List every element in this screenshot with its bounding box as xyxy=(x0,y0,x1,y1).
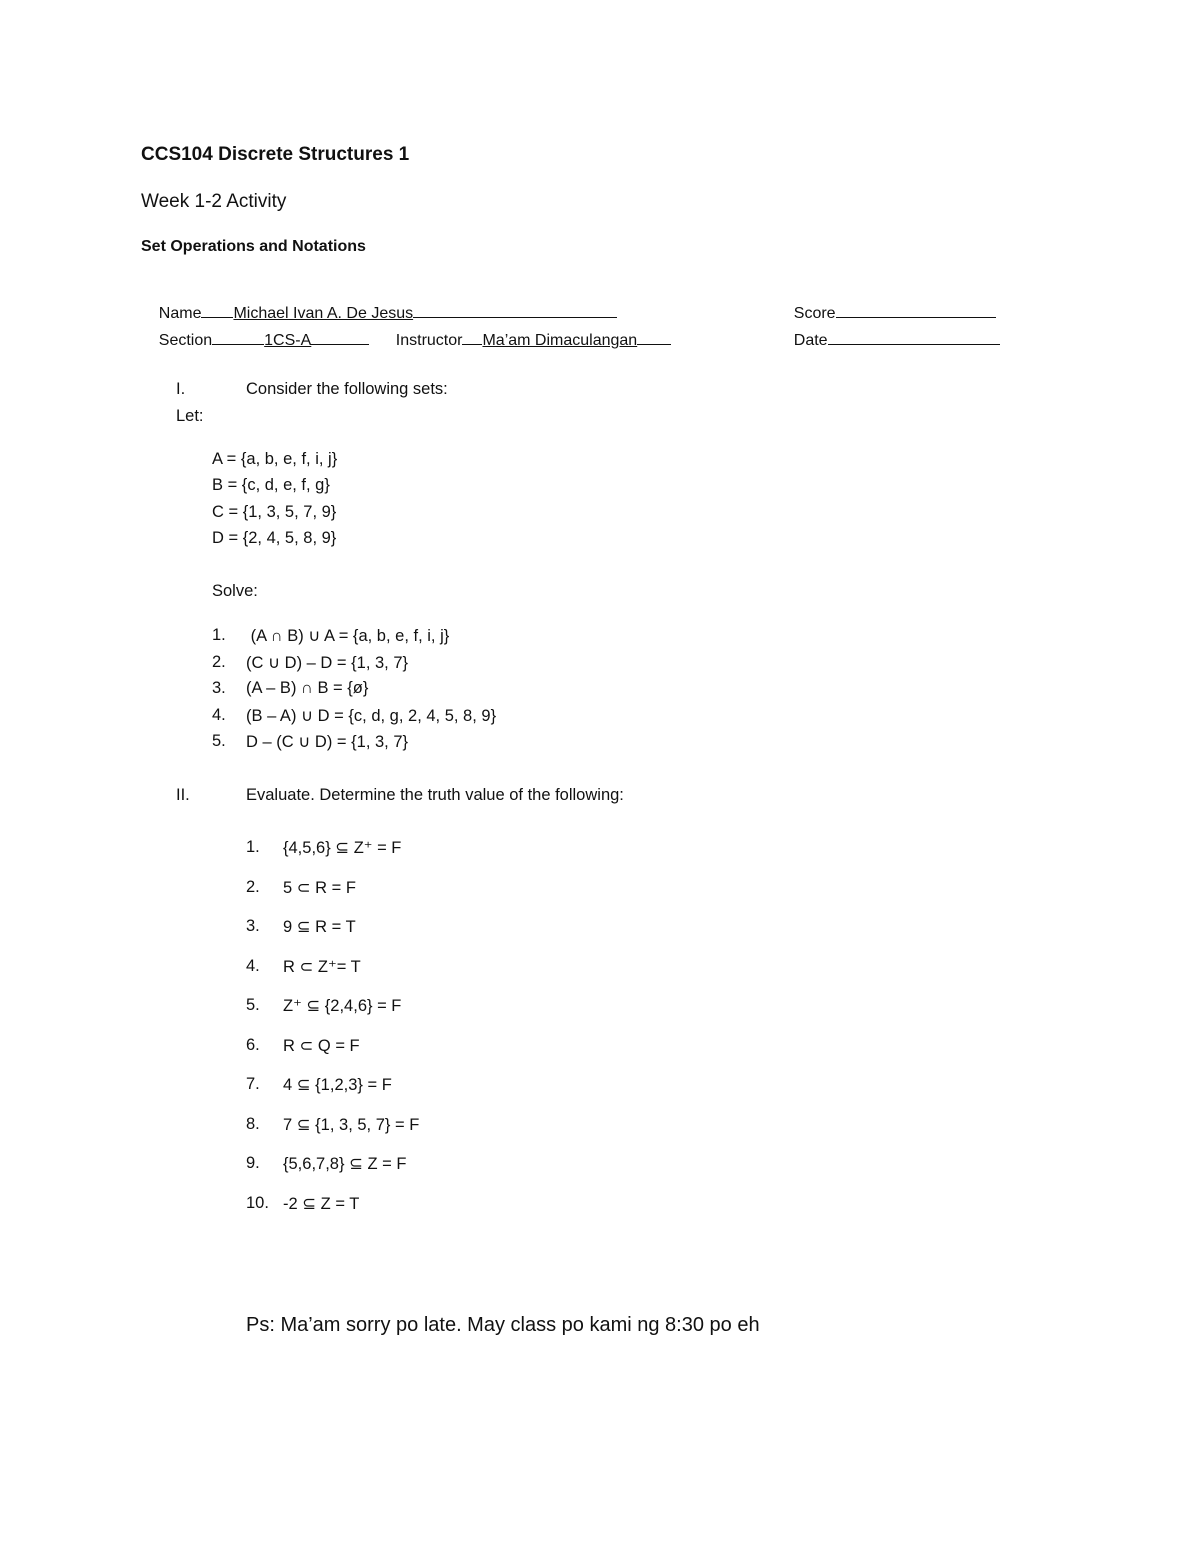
list-item-number: 6. xyxy=(246,1036,260,1054)
list-item: 4 ⊆ {1,2,3} = F xyxy=(283,1076,392,1094)
section-blank-line-end xyxy=(311,328,369,345)
part1-numeral: I. xyxy=(176,380,186,398)
list-item: 5 ⊂ R = F xyxy=(283,879,356,897)
list-item: D – (C ∪ D) = {1, 3, 7} xyxy=(246,733,409,751)
list-item: {5,6,7,8} ⊆ Z = F xyxy=(283,1155,407,1173)
score-label: Score xyxy=(793,305,836,322)
list-item-number: 4. xyxy=(246,957,260,975)
list-item-number: 10. xyxy=(246,1194,269,1212)
section-blank-line xyxy=(212,328,264,345)
list-item: (C ∪ D) – D = {1, 3, 7} xyxy=(246,654,409,672)
list-item: 7 ⊆ {1, 3, 5, 7} = F xyxy=(283,1116,420,1134)
date-blank-line xyxy=(828,328,1000,345)
let-label: Let: xyxy=(176,407,204,425)
date-field xyxy=(776,310,1000,368)
list-item-number: 2. xyxy=(246,878,260,896)
instructor-blank-line-end xyxy=(637,328,671,345)
part2-instruction: Evaluate. Determine the truth value of the following: xyxy=(246,786,624,804)
list-item-number: 1. xyxy=(212,626,226,644)
list-item: 9 ⊆ R = T xyxy=(283,918,356,936)
name-value: Michael Ivan A. De Jesus xyxy=(233,305,414,322)
set-a: A = {a, b, e, f, i, j} xyxy=(212,450,338,468)
list-item-number: 1. xyxy=(246,838,260,856)
list-item: R ⊂ Z⁺= T xyxy=(283,958,361,976)
section-value: 1CS-A xyxy=(264,332,312,349)
instructor-value: Ma’am Dimaculangan xyxy=(482,332,638,349)
set-d: D = {2, 4, 5, 8, 9} xyxy=(212,529,337,547)
section-label: Section xyxy=(158,332,213,349)
activity-subtitle: Week 1-2 Activity xyxy=(141,191,287,212)
list-item: R ⊂ Q = F xyxy=(283,1037,360,1055)
list-item-number: 9. xyxy=(246,1154,260,1172)
part2-numeral: II. xyxy=(176,786,190,804)
instructor-blank-line xyxy=(462,328,482,345)
solve-label: Solve: xyxy=(212,582,258,600)
list-item: (A – B) ∩ B = {ø} xyxy=(246,679,369,697)
list-item-number: 7. xyxy=(246,1075,260,1093)
list-item: {4,5,6} ⊆ Z⁺ = F xyxy=(283,839,402,857)
set-c: C = {1, 3, 5, 7, 9} xyxy=(212,503,337,521)
list-item: (B – A) ∪ D = {c, d, g, 2, 4, 5, 8, 9} xyxy=(246,707,497,725)
list-item-number: 3. xyxy=(246,917,260,935)
date-label: Date xyxy=(793,332,828,349)
list-item: -2 ⊆ Z = T xyxy=(283,1195,360,1213)
list-item-number: 3. xyxy=(212,679,226,697)
part1-instruction: Consider the following sets: xyxy=(246,380,448,398)
list-item-number: 8. xyxy=(246,1115,260,1133)
postscript-note: Ps: Ma’am sorry po late. May class po kami ng 8:30 po eh xyxy=(246,1314,760,1336)
list-item: Z⁺ ⊆ {2,4,6} = F xyxy=(283,997,402,1015)
name-label: Name xyxy=(158,305,202,322)
list-item-number: 4. xyxy=(212,706,226,724)
list-item-number: 5. xyxy=(246,996,260,1014)
instructor-field xyxy=(378,310,671,368)
list-item: (A ∩ B) ∪ A = {a, b, e, f, i, j} xyxy=(246,627,450,645)
course-title: CCS104 Discrete Structures 1 xyxy=(141,144,410,165)
section-field xyxy=(141,310,369,368)
set-b: B = {c, d, e, f, g} xyxy=(212,476,330,494)
topic-heading: Set Operations and Notations xyxy=(141,238,366,255)
instructor-label: Instructor xyxy=(395,332,463,349)
list-item-number: 5. xyxy=(212,732,226,750)
list-item-number: 2. xyxy=(212,653,226,671)
